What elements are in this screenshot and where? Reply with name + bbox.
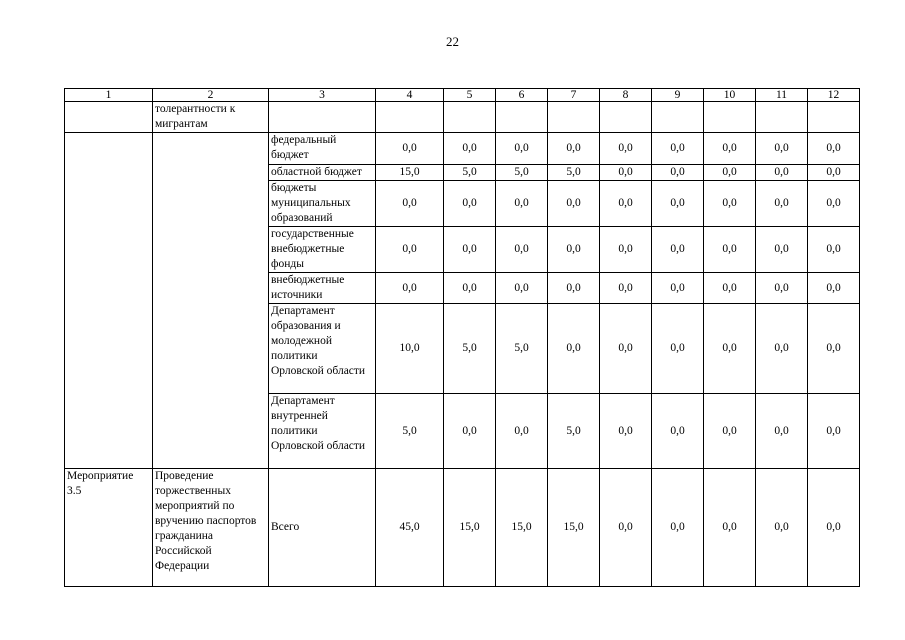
value-cell: 0,0: [704, 133, 756, 165]
value-cell: 0,0: [808, 273, 860, 304]
header-cell: 9: [652, 89, 704, 102]
value-cell: 0,0: [704, 469, 756, 587]
header-cell: 1: [65, 89, 153, 102]
value-cell: 0,0: [808, 304, 860, 394]
value-cell: 0,0: [600, 273, 652, 304]
value-cell: 0,0: [756, 273, 808, 304]
value-cell: 0,0: [652, 227, 704, 273]
value-cell: 0,0: [496, 394, 548, 469]
value-cell: 5,0: [444, 304, 496, 394]
empty-cell: [600, 102, 652, 133]
event-id-cell: [65, 102, 153, 133]
header-cell: 12: [808, 89, 860, 102]
value-cell: 0,0: [652, 394, 704, 469]
value-cell: 0,0: [704, 227, 756, 273]
header-cell: 3: [269, 89, 376, 102]
value-cell: 0,0: [496, 273, 548, 304]
value-cell: 0,0: [600, 227, 652, 273]
empty-cell: [756, 102, 808, 133]
value-cell: 0,0: [756, 181, 808, 227]
empty-cell: [65, 133, 153, 469]
value-cell: 0,0: [652, 469, 704, 587]
empty-cell: [704, 102, 756, 133]
source-cell: бюджеты муниципальных образований: [269, 181, 376, 227]
value-cell: 0,0: [444, 394, 496, 469]
value-cell: 0,0: [756, 227, 808, 273]
value-cell: 5,0: [444, 165, 496, 181]
value-cell: 0,0: [808, 165, 860, 181]
value-cell: 0,0: [548, 181, 600, 227]
value-cell: 0,0: [808, 227, 860, 273]
value-cell: 0,0: [652, 273, 704, 304]
source-cell: Всего: [269, 469, 376, 587]
empty-cell: [652, 102, 704, 133]
value-cell: 0,0: [600, 133, 652, 165]
value-cell: 15,0: [444, 469, 496, 587]
value-cell: 0,0: [704, 165, 756, 181]
value-cell: 0,0: [376, 273, 444, 304]
value-cell: 5,0: [548, 394, 600, 469]
value-cell: 0,0: [496, 181, 548, 227]
value-cell: 0,0: [444, 273, 496, 304]
value-cell: 0,0: [444, 227, 496, 273]
source-cell: Департамент внутренней политики Орловской области: [269, 394, 376, 469]
empty-cell: [808, 102, 860, 133]
value-cell: 0,0: [808, 469, 860, 587]
value-cell: 0,0: [652, 165, 704, 181]
header-cell: 2: [153, 89, 269, 102]
source-cell: Департамент образования и молодежной политики Орловской области: [269, 304, 376, 394]
value-cell: 0,0: [548, 304, 600, 394]
value-cell: 0,0: [652, 133, 704, 165]
header-cell: 7: [548, 89, 600, 102]
header-cell: 11: [756, 89, 808, 102]
value-cell: 0,0: [600, 469, 652, 587]
value-cell: 0,0: [756, 165, 808, 181]
value-cell: 0,0: [444, 181, 496, 227]
header-cell: 4: [376, 89, 444, 102]
source-cell: областной бюджет: [269, 165, 376, 181]
header-cell: 10: [704, 89, 756, 102]
event-name-cell: толерантности к мигрантам: [153, 102, 269, 133]
value-cell: 0,0: [808, 394, 860, 469]
value-cell: 15,0: [376, 165, 444, 181]
value-cell: 15,0: [548, 469, 600, 587]
empty-cell: [376, 102, 444, 133]
value-cell: 0,0: [756, 304, 808, 394]
table-row: [65, 469, 860, 587]
value-cell: 0,0: [444, 133, 496, 165]
value-cell: 0,0: [704, 181, 756, 227]
value-cell: 0,0: [600, 394, 652, 469]
value-cell: 5,0: [548, 165, 600, 181]
empty-cell: [269, 102, 376, 133]
value-cell: 5,0: [376, 394, 444, 469]
value-cell: 0,0: [376, 133, 444, 165]
value-cell: 0,0: [808, 181, 860, 227]
empty-cell: [548, 102, 600, 133]
empty-cell: [444, 102, 496, 133]
header-cell: 6: [496, 89, 548, 102]
value-cell: 45,0: [376, 469, 444, 587]
value-cell: 0,0: [376, 181, 444, 227]
value-cell: 0,0: [652, 181, 704, 227]
value-cell: 0,0: [756, 394, 808, 469]
header-cell: 8: [600, 89, 652, 102]
continuation-row: [65, 102, 860, 133]
value-cell: 0,0: [600, 181, 652, 227]
value-cell: 0,0: [376, 227, 444, 273]
value-cell: 5,0: [496, 165, 548, 181]
value-cell: 0,0: [704, 304, 756, 394]
empty-cell: [496, 102, 548, 133]
event-id-cell: Мероприятие 3.5: [65, 469, 153, 587]
value-cell: 0,0: [756, 469, 808, 587]
page-number: 22: [446, 34, 459, 49]
value-cell: 0,0: [548, 133, 600, 165]
table-row: [65, 133, 860, 165]
source-cell: федеральный бюджет: [269, 133, 376, 165]
header-cell: 5: [444, 89, 496, 102]
value-cell: 0,0: [704, 394, 756, 469]
value-cell: 5,0: [496, 304, 548, 394]
empty-cell: [153, 133, 269, 469]
value-cell: 15,0: [496, 469, 548, 587]
value-cell: 0,0: [756, 133, 808, 165]
budget-table: [64, 88, 860, 587]
value-cell: 0,0: [704, 273, 756, 304]
value-cell: 0,0: [496, 227, 548, 273]
value-cell: 0,0: [548, 273, 600, 304]
value-cell: 0,0: [652, 304, 704, 394]
value-cell: 0,0: [548, 227, 600, 273]
value-cell: 10,0: [376, 304, 444, 394]
source-cell: внебюджетные источники: [269, 273, 376, 304]
value-cell: 0,0: [600, 165, 652, 181]
header-row: [65, 89, 860, 102]
event-name-cell: Проведение торжественных мероприятий по вручению паспортов гражданина Российской Федерации: [153, 469, 269, 587]
value-cell: 0,0: [496, 133, 548, 165]
value-cell: 0,0: [808, 133, 860, 165]
source-cell: государственные внебюджетные фонды: [269, 227, 376, 273]
value-cell: 0,0: [600, 304, 652, 394]
